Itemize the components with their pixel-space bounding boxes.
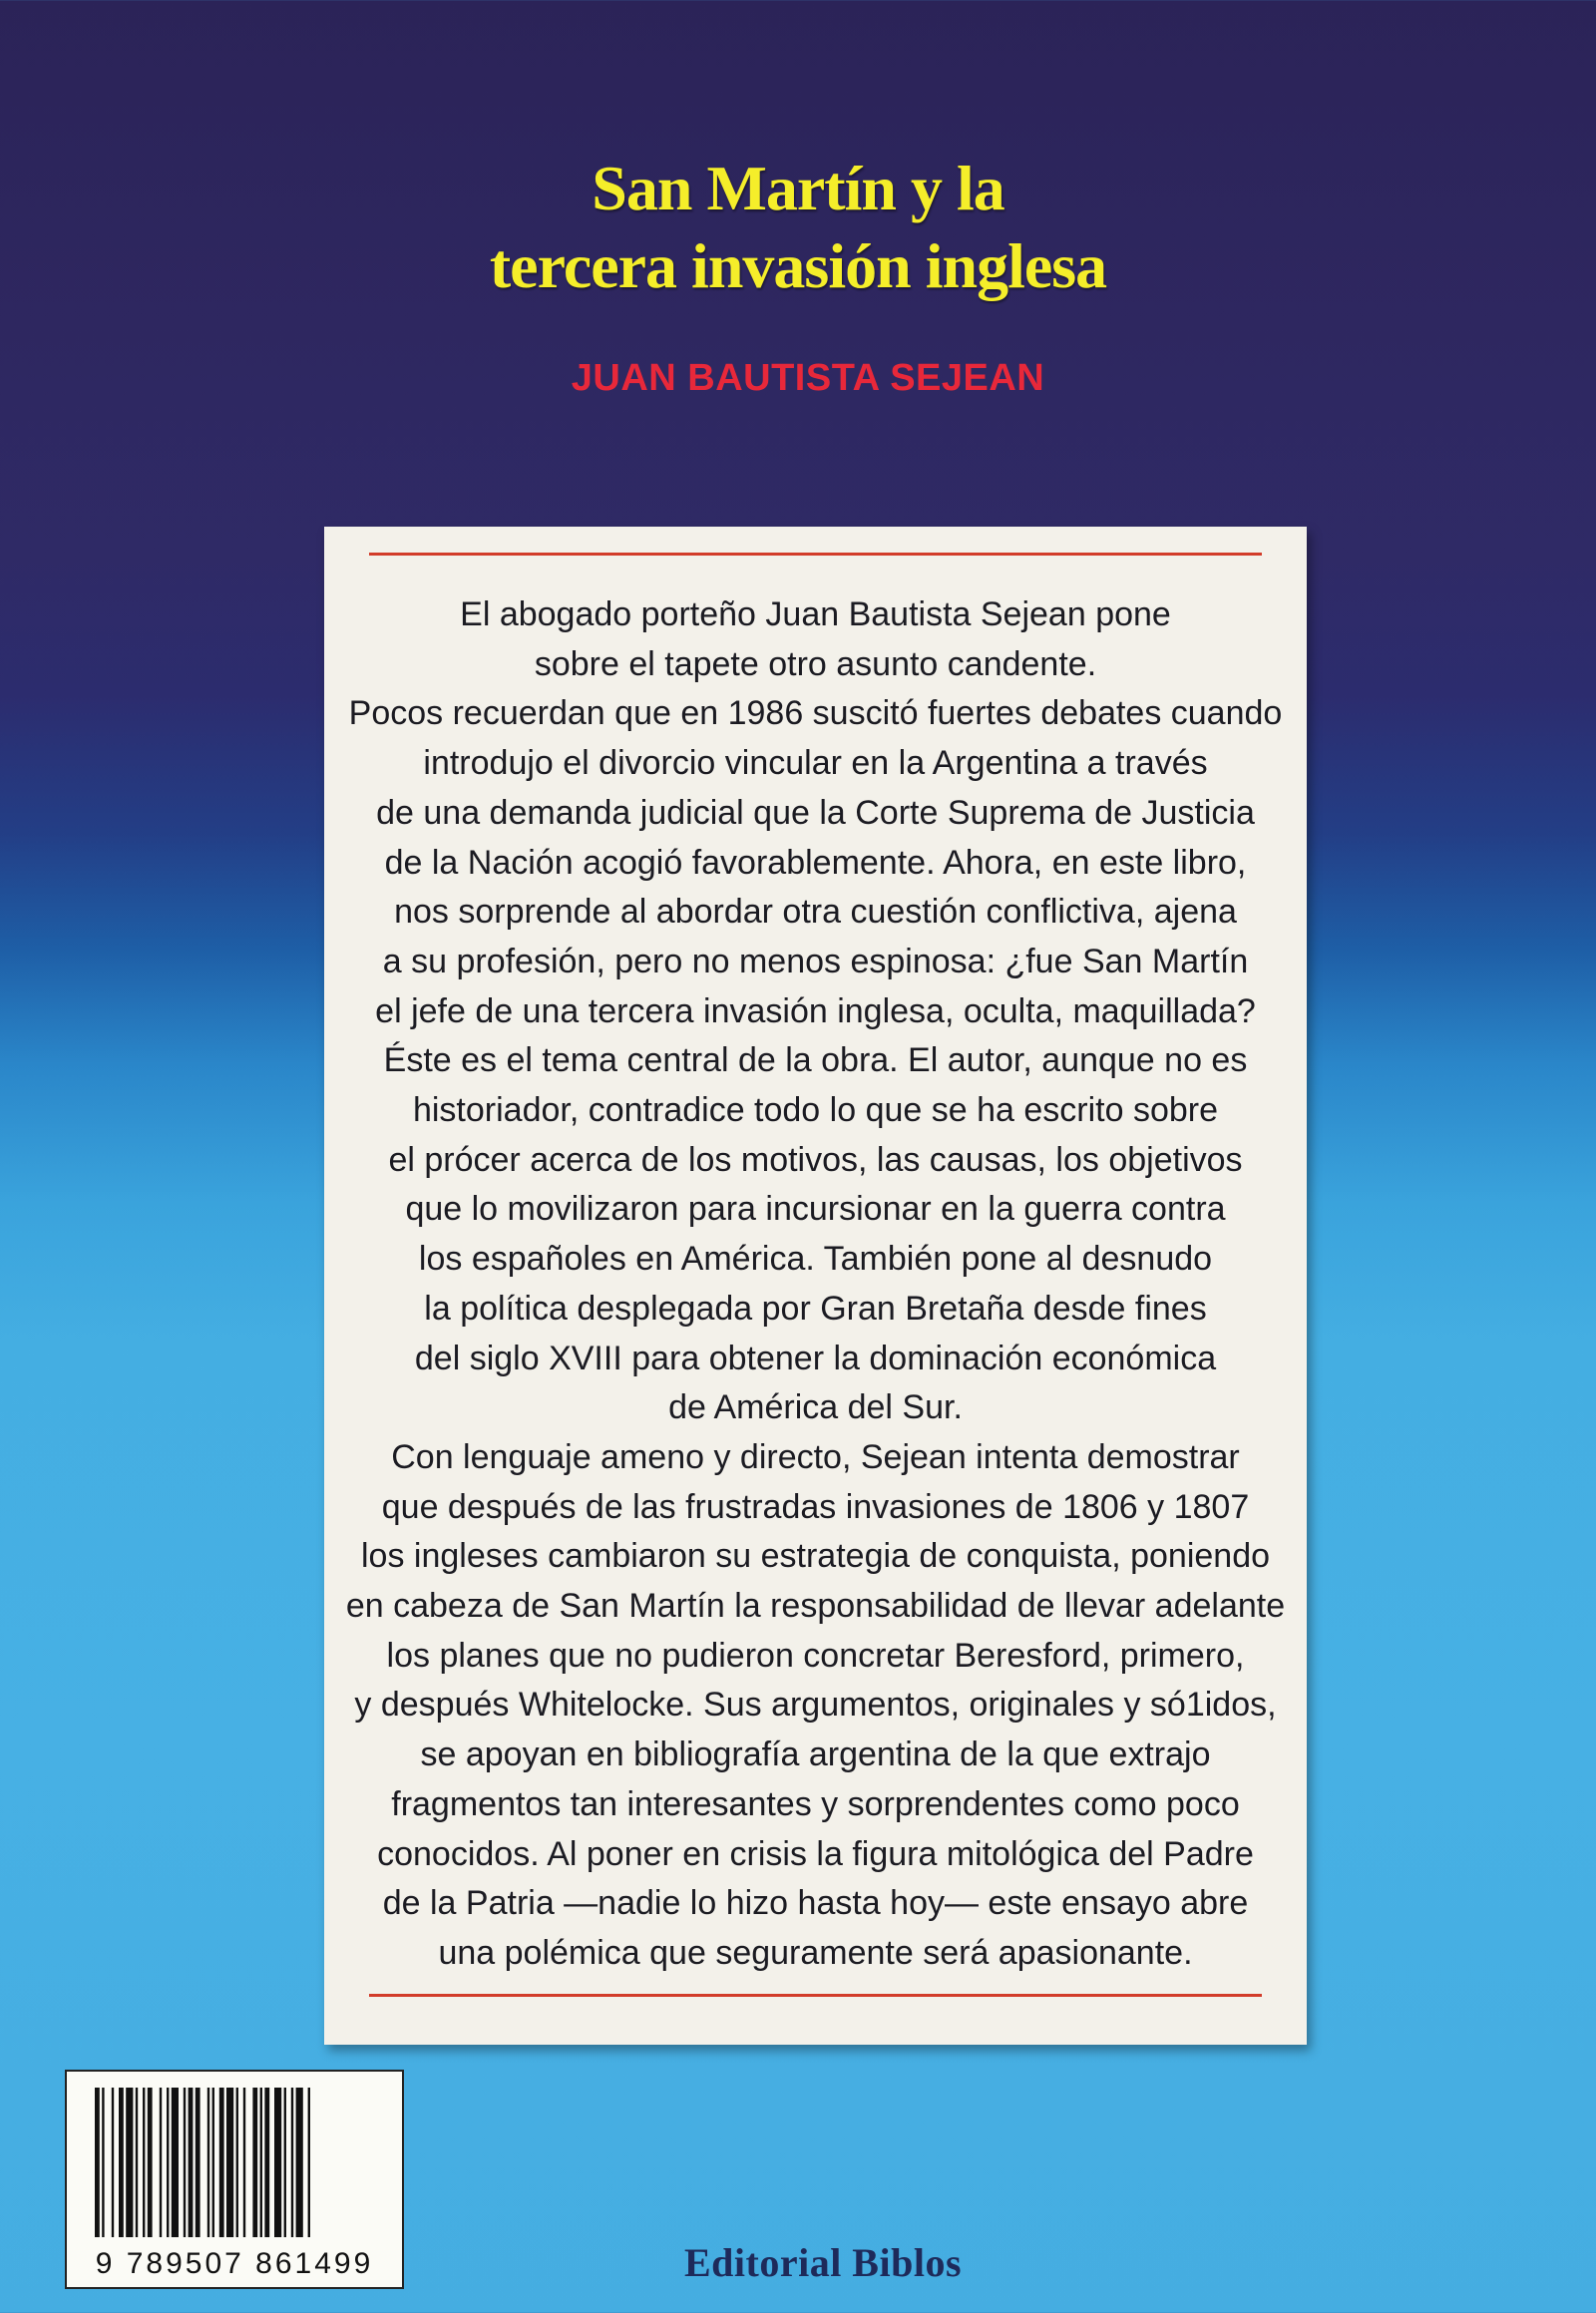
- blurb-line: y después Whitelocke. Sus argumentos, originales y só1idos,: [354, 1686, 1277, 1725]
- blurb-line: que después de las frustradas invasiones de 1806 y 1807: [381, 1487, 1250, 1526]
- blurb-line: del siglo XVIII para obtener la dominación económica: [414, 1339, 1217, 1377]
- blurb-line: Pocos recuerdan que en 1986 suscitó fuertes debates cuando: [348, 694, 1283, 733]
- blurb-line: de una demanda judicial que la Corte Suprema de Justicia: [376, 793, 1255, 832]
- title-line: tercera invasión inglesa: [489, 230, 1107, 301]
- title-line: San Martín y la: [592, 153, 1004, 223]
- blurb-text: [324, 590, 1307, 1979]
- blurb-panel: [324, 527, 1307, 2045]
- blurb-line: a su profesión, pero no menos espinosa: ¿fue San Martín: [382, 942, 1249, 980]
- blurb-line: de la Patria —nadie lo hizo hasta hoy— este ensayo abre: [382, 1884, 1249, 1923]
- blurb-line: Éste es el tema central de la obra. El autor, aunque no es: [383, 1041, 1248, 1080]
- blurb-line: los españoles en América. También pone al desnudo: [418, 1240, 1213, 1279]
- blurb-line: el prócer acerca de los motivos, las causas, los objetivos: [388, 1140, 1243, 1179]
- blurb-line: una polémica que seguramente será apasionante.: [438, 1933, 1193, 1972]
- barcode-bars-icon: [95, 2088, 378, 2237]
- blurb-line: historiador, contradice todo lo que se ha escrito sobre: [412, 1091, 1219, 1130]
- author-name: JUAN BAUTISTA SEJEAN: [571, 357, 1045, 399]
- isbn-number: 9 789507 861499: [95, 2247, 374, 2280]
- blurb-line: de la Nación acogió favorablemente. Ahora, en este libro,: [384, 843, 1247, 882]
- barcode: [65, 2070, 404, 2289]
- blurb-line: El abogado porteño Juan Bautista Sejean pone: [460, 595, 1171, 633]
- blurb-line: conocidos. Al poner en crisis la figura mitológica del Padre: [377, 1834, 1254, 1873]
- top-divider: [369, 553, 1262, 556]
- book-title: [0, 150, 1596, 305]
- blurb-line: en cabeza de San Martín la responsabilidad de llevar adelante: [345, 1587, 1286, 1626]
- blurb-line: nos sorprende al abordar otra cuestión conflictiva, ajena: [394, 893, 1237, 932]
- blurb-line: Con lenguaje ameno y directo, Sejean intenta demostrar: [391, 1437, 1240, 1476]
- blurb-line: introdujo el divorcio vincular en la Argentina a través: [423, 744, 1208, 783]
- blurb-line: los planes que no pudieron concretar Beresford, primero,: [386, 1636, 1245, 1675]
- bottom-divider: [369, 1994, 1262, 1997]
- publisher-name: Editorial Biblos: [683, 2240, 963, 2285]
- blurb-line: sobre el tapete otro asunto candente.: [534, 644, 1097, 683]
- blurb-line: que lo movilizaron para incursionar en la guerra contra: [405, 1190, 1226, 1229]
- blurb-line: fragmentos tan interesantes y sorprendentes como poco: [391, 1784, 1240, 1823]
- blurb-line: los ingleses cambiaron su estrategia de conquista, poniendo: [360, 1537, 1271, 1576]
- blurb-line: la política desplegada por Gran Bretaña desde fines: [424, 1289, 1207, 1328]
- blurb-line: el jefe de una tercera invasión inglesa, oculta, maquillada?: [375, 991, 1256, 1030]
- blurb-line: de América del Sur.: [668, 1388, 963, 1427]
- blurb-line: se apoyan en bibliografía argentina de la que extrajo: [420, 1735, 1211, 1774]
